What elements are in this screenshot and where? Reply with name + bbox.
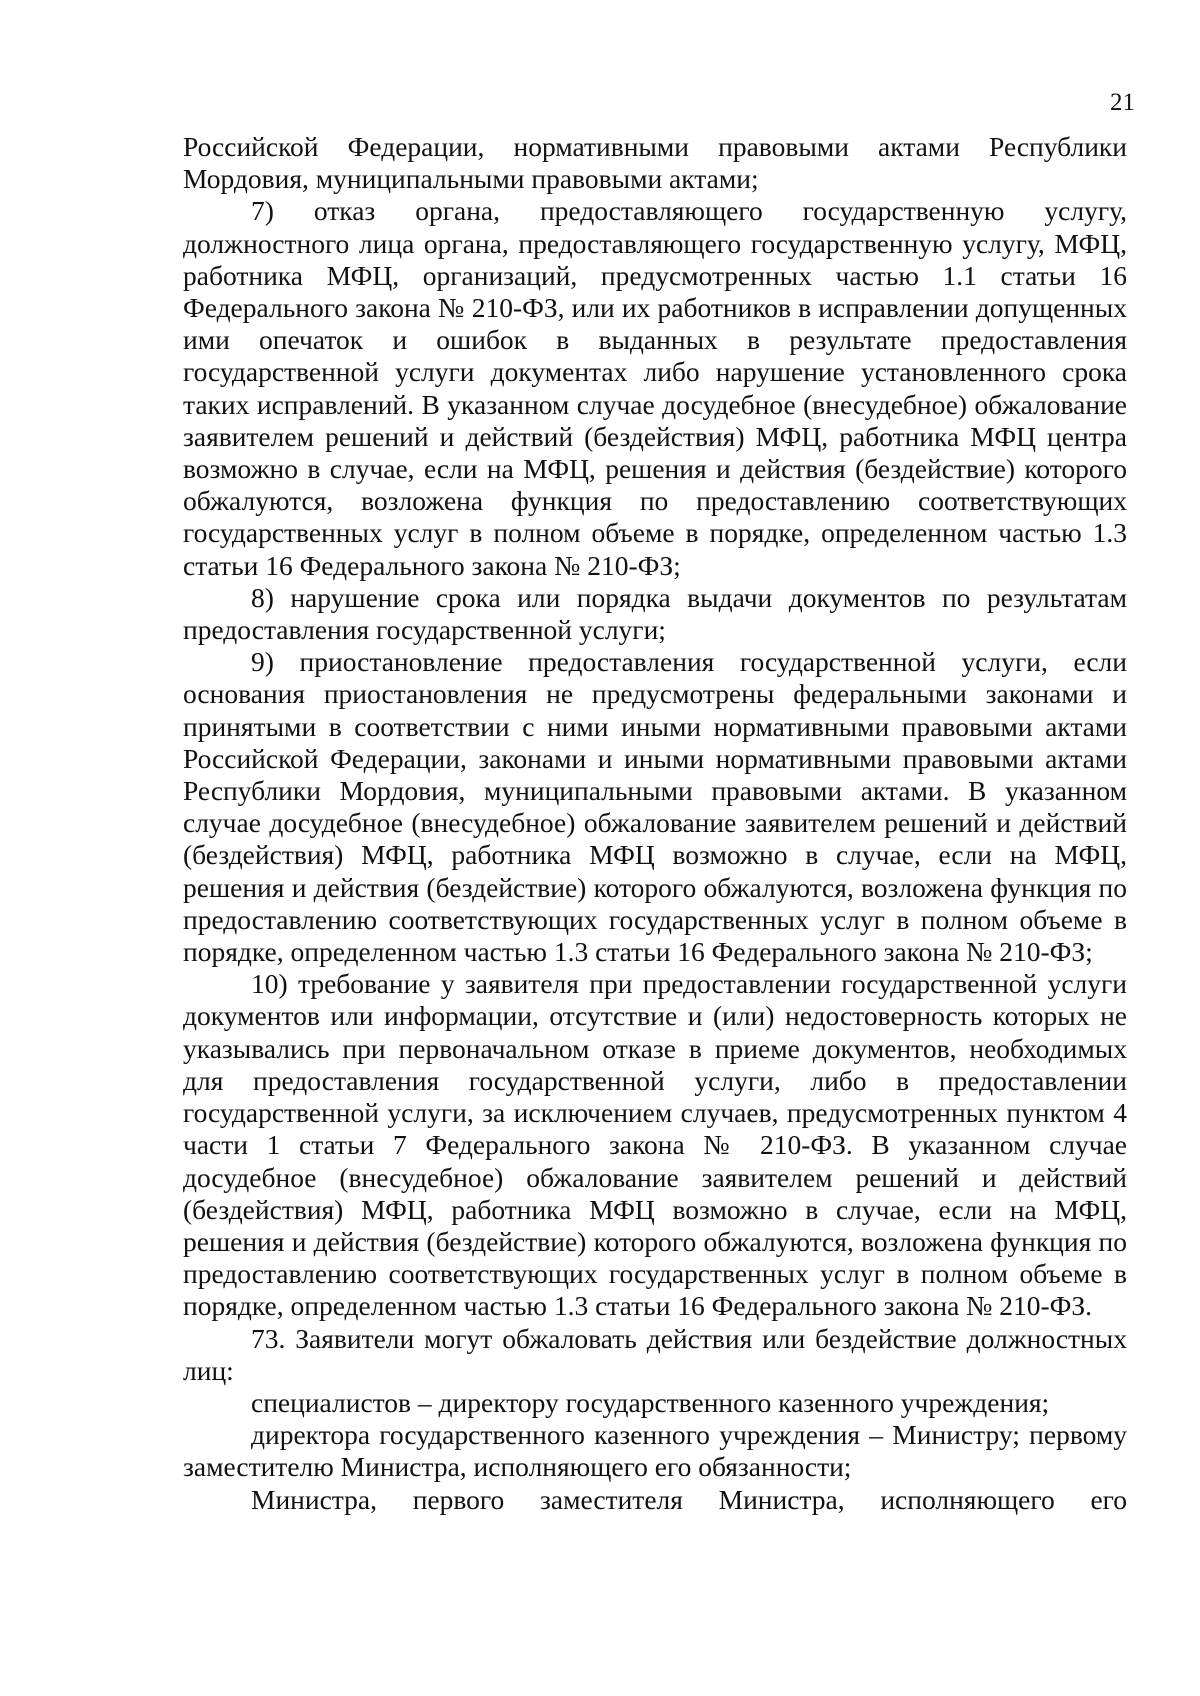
paragraph-item-7: 7) отказ органа, предоставляющего государственную услугу, должностного лица органа, предоставляющего государственную услугу, МФЦ, работника МФЦ, организаций, предусмотренных частью 1.1 статьи 16 Федерального закона № 210-ФЗ, или их работников в исправлении допущенных ими опечаток и ошибок в выданных в результате предоставления государственной услуги документах либо нарушение установленного срока таких исправлений. В указанном случае досудебное (внесудебное) обжалование заявителем решений и действий (бездействия) МФЦ, работника МФЦ центра возможно в случае, если на МФЦ, решения и действия (бездействие) которого обжалуются, возложена функция по предоставлению соответствующих государственных услуг в полном объеме в порядке, определенном частью 1.3 статьи 16 Федерального закона № 210-ФЗ; <box>183 195 1127 581</box>
paragraph-minister: Министра, первого заместителя Министра, исполняющего его <box>251 1483 1127 1515</box>
paragraph-item-9: 9) приостановление предоставления государственной услуги, если основания приостановления не предусмотрены федеральными законами и принятыми в соответствии с ними иными нормативными правовыми актами Российской Федерации, законами и иными нормативными правовыми актами Республики Мордовия, муниципальными правовыми актами. В указанном случае досудебное (внесудебное) обжалование заявителем решений и действий (бездействия) МФЦ, работника МФЦ возможно в случае, если на МФЦ, решения и действия (бездействие) которого обжалуются, возложена функция по предоставлению соответствующих государственных услуг в полном объеме в порядке, определенном частью 1.3 статьи 16 Федерального закона № 210-ФЗ; <box>183 646 1127 968</box>
paragraph-item-8: 8) нарушение срока или порядка выдачи документов по результатам предоставления государственной услуги; <box>183 581 1127 646</box>
paragraph-item-10: 10) требование у заявителя при предоставлении государственной услуги документов или информации, отсутствие и (или) недостоверность которых не указывались при первоначальном отказе в приеме документов, необходимых для предоставления государственной услуги, либо в предоставлении государственной услуги, за исключением случаев, предусмотренных пунктом 4 части 1 статьи 7 Федерального закона № 210-ФЗ. В указанном случае досудебное (внесудебное) обжалование заявителем решений и действий (бездействия) МФЦ, работника МФЦ возможно в случае, если на МФЦ, решения и действия (бездействие) которого обжалуются, возложена функция по предоставлению соответствующих государственных услуг в полном объеме в порядке, определенном частью 1.3 статьи 16 Федерального закона № 210-ФЗ. <box>183 968 1127 1322</box>
paragraph-continuation: Российской Федерации, нормативными правовыми актами Республики Мордовия, муниципальными правовыми актами; <box>183 131 1127 195</box>
paragraph-director: директора государственного казенного учреждения – Министру; первому заместителю Министра, исполняющего его обязанности; <box>183 1419 1127 1483</box>
paragraph-specialists: специалистов – директору государственного казенного учреждения; <box>251 1386 1050 1418</box>
document-body <box>183 131 1127 1516</box>
paragraph-section-73: 73. Заявители могут обжаловать действия или бездействие должностных лиц: <box>183 1322 1127 1386</box>
page-number: 21 <box>1110 89 1135 116</box>
